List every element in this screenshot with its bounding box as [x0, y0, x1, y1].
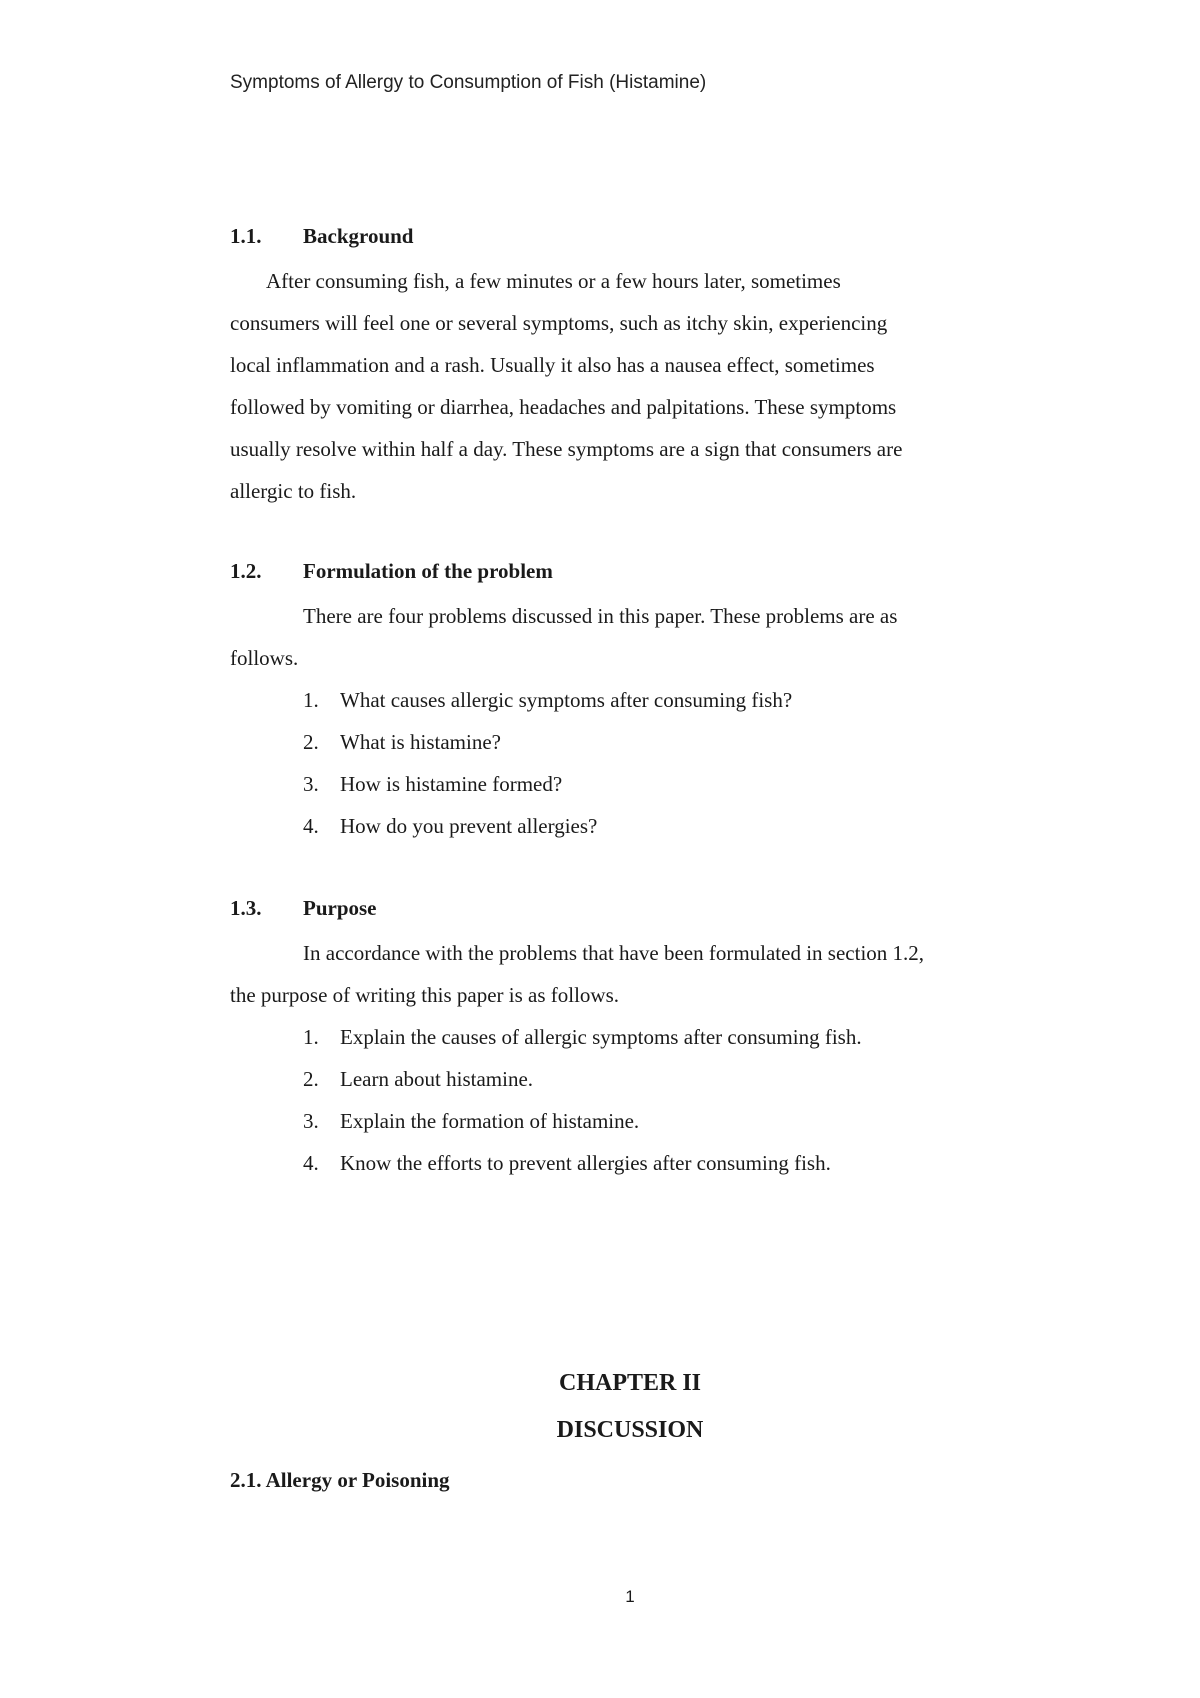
background-paragraph [230, 260, 1030, 512]
list-number: 1. [303, 1025, 319, 1049]
list-text: What causes allergic symptoms after consuming fish? [340, 688, 793, 712]
list-text: Explain the formation of histamine. [340, 1109, 640, 1133]
section-number: 1.3. [230, 896, 262, 920]
list-text: What is histamine? [340, 730, 501, 754]
paragraph-line: After consuming fish, a few minutes or a few hours later, sometimes [266, 269, 841, 293]
list-text: How do you prevent allergies? [340, 814, 598, 838]
section-title: Purpose [303, 896, 377, 920]
list-number: 2. [303, 730, 319, 754]
list-number: 2. [303, 1067, 319, 1091]
paragraph-line: consumers will feel one or several symptoms, such as itchy skin, experiencing [230, 311, 888, 335]
list-item [303, 721, 792, 763]
paragraph-line: the purpose of writing this paper is as follows. [230, 983, 620, 1007]
formulation-paragraph [230, 595, 1030, 679]
purpose-list [303, 1016, 862, 1184]
list-number: 1. [303, 688, 319, 712]
section-number: 1.1. [230, 224, 262, 248]
problem-list [303, 679, 792, 847]
page-number: 1 [625, 1587, 635, 1606]
list-number: 4. [303, 814, 319, 838]
paragraph-line: follows. [230, 646, 299, 670]
paragraph-line: local inflammation and a rash. Usually it also has a nausea effect, sometimes [230, 353, 875, 377]
purpose-paragraph [230, 932, 1030, 1016]
running-header: Symptoms of Allergy to Consumption of Fish (Histamine) [230, 72, 707, 93]
list-item [303, 1142, 862, 1184]
list-text: Explain the causes of allergic symptoms after consuming fish. [340, 1025, 862, 1049]
list-item [303, 1100, 862, 1142]
list-item [303, 805, 792, 847]
list-text: Learn about histamine. [340, 1067, 534, 1091]
list-item [303, 763, 792, 805]
list-item [303, 1016, 862, 1058]
chapter-label: CHAPTER II [558, 1370, 702, 1396]
section-heading-background [230, 224, 414, 249]
section-heading-purpose [230, 896, 377, 921]
list-item [303, 1058, 862, 1100]
list-number: 4. [303, 1151, 319, 1175]
section-title: Formulation of the problem [303, 559, 553, 583]
list-number: 3. [303, 1109, 319, 1133]
paragraph-line: followed by vomiting or diarrhea, headaches and palpitations. These symptoms [230, 395, 897, 419]
chapter-title: DISCUSSION [556, 1417, 704, 1443]
section-number: 1.2. [230, 559, 262, 583]
subsection-heading: 2.1. Allergy or Poisoning [230, 1468, 450, 1492]
section-heading-formulation [230, 559, 553, 584]
list-text: How is histamine formed? [340, 772, 563, 796]
paragraph-line: There are four problems discussed in this paper. These problems are as [303, 604, 898, 628]
paragraph-line: allergic to fish. [230, 479, 357, 503]
section-title: Background [303, 224, 414, 248]
list-item [303, 679, 792, 721]
list-text: Know the efforts to prevent allergies after consuming fish. [340, 1151, 831, 1175]
paragraph-line: usually resolve within half a day. These symptoms are a sign that consumers are [230, 437, 903, 461]
paragraph-line: In accordance with the problems that have been formulated in section 1.2, [303, 941, 925, 965]
list-number: 3. [303, 772, 319, 796]
